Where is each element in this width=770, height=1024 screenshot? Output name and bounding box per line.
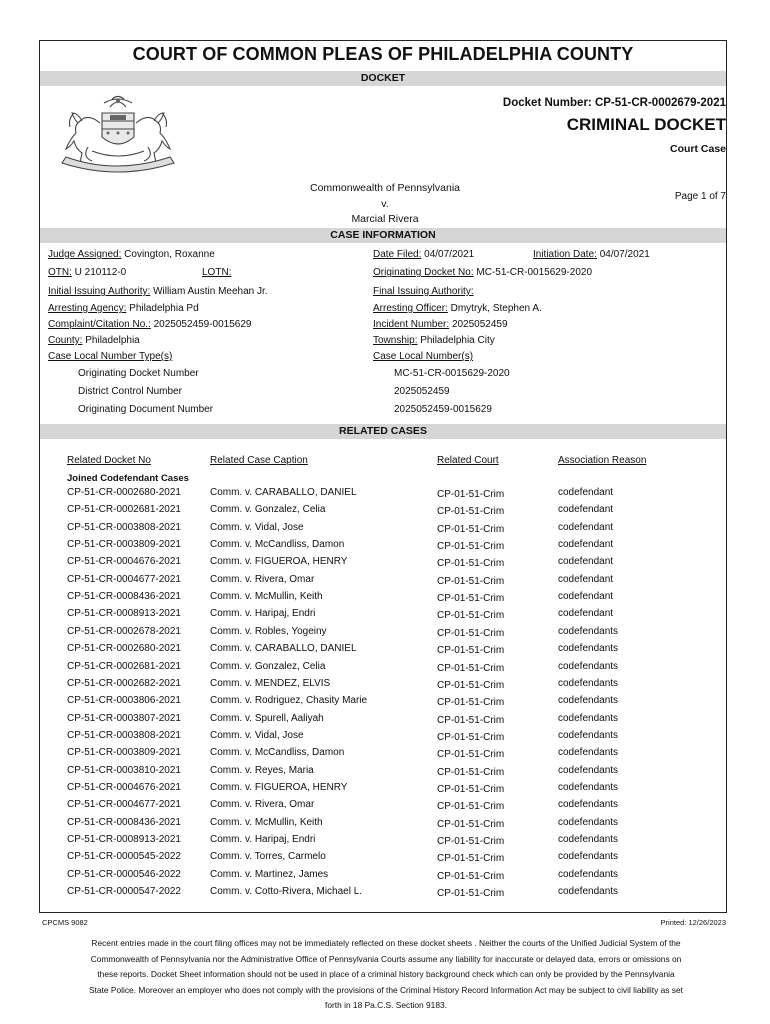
related-cases-bar: RELATED CASES	[40, 424, 726, 439]
table-row	[67, 643, 667, 660]
row-caption: Comm. v. Reyes, Maria	[210, 764, 314, 776]
row-reason: codefendants	[558, 660, 619, 672]
table-row	[67, 869, 667, 886]
table-row	[67, 678, 667, 695]
row-reason: codefendants	[558, 677, 619, 689]
row-caption: Comm. v. Gonzalez, Celia	[210, 504, 326, 516]
row-court: CP-01-51-Crim	[437, 818, 505, 830]
date-filed-value: 04/07/2021	[424, 249, 475, 260]
initial-authority-row	[48, 286, 268, 297]
table-row	[67, 591, 667, 608]
row-court: CP-01-51-Crim	[437, 645, 505, 657]
row-docket-no: CP-51-CR-0002680-2021	[67, 643, 181, 655]
docket-bar: DOCKET	[40, 71, 726, 86]
initiation-date-row	[533, 249, 650, 260]
row-caption: Comm. v. Robles, Yogeiny	[210, 625, 327, 637]
row-caption: Comm. v. MENDEZ, ELVIS	[210, 677, 331, 689]
row-docket-no: CP-51-CR-0002681-2021	[67, 660, 181, 672]
col-header-reason: Association Reason	[558, 455, 647, 466]
local-number-types-label: Case Local Number Type(s)	[48, 351, 173, 362]
local-numbers-label: Case Local Number(s)	[373, 351, 474, 362]
row-reason: codefendants	[558, 643, 619, 655]
local-number-1: MC-51-CR-0015629-2020	[394, 368, 510, 379]
row-reason: codefendants	[558, 851, 619, 863]
row-docket-no: CP-51-CR-0003808-2021	[67, 729, 181, 741]
county-row	[48, 335, 140, 346]
row-docket-no: CP-51-CR-0003809-2021	[67, 747, 181, 759]
page-indicator: Page 1 of 7	[674, 191, 726, 202]
table-row	[67, 504, 667, 521]
caption-line-1: Commonwealth of Pennsylvania	[310, 182, 460, 194]
originating-docket-row	[373, 267, 592, 278]
incident-number-row	[373, 319, 508, 330]
row-court: CP-01-51-Crim	[437, 523, 505, 535]
row-caption: Comm. v. CARABALLO, DANIEL	[210, 643, 357, 655]
row-caption: Comm. v. FIGUEROA, HENRY	[210, 781, 348, 793]
table-row	[67, 851, 667, 868]
table-row	[67, 487, 667, 504]
row-docket-no: CP-51-CR-0003806-2021	[67, 695, 181, 707]
col-header-caption: Related Case Caption	[210, 455, 308, 466]
row-caption: Comm. v. Torres, Carmelo	[210, 851, 326, 863]
table-row	[67, 713, 667, 730]
row-reason: codefendants	[558, 729, 619, 741]
row-court: CP-01-51-Crim	[437, 888, 505, 900]
table-row	[67, 608, 667, 625]
judge-label: Judge Assigned:	[48, 249, 122, 260]
local-number-2: 2025052459	[394, 386, 450, 397]
row-court: CP-01-51-Crim	[437, 731, 505, 743]
row-reason: codefendants	[558, 799, 619, 811]
row-caption: Comm. v. Haripaj, Endri	[210, 834, 316, 845]
final-authority-label: Final Issuing Authority:	[373, 286, 474, 297]
row-caption: Comm. v. Rodriguez, Chasity Marie	[210, 695, 368, 707]
caption-line-2: v.	[381, 198, 389, 210]
row-docket-no: CP-51-CR-0000545-2022	[67, 851, 181, 863]
row-caption: Comm. v. CARABALLO, DANIEL	[210, 487, 357, 498]
complaint-label: Complaint/Citation No.:	[48, 319, 151, 330]
table-row	[67, 574, 667, 591]
row-court: CP-01-51-Crim	[437, 627, 505, 639]
row-docket-no: CP-51-CR-0003807-2021	[67, 712, 181, 724]
row-docket-no: CP-51-CR-0008436-2021	[67, 816, 181, 828]
row-caption: Comm. v. McCandliss, Damon	[210, 539, 345, 551]
row-caption: Comm. v. Haripaj, Endri	[210, 608, 316, 620]
initiation-date-label: Initiation Date:	[533, 249, 597, 260]
caption-line-3: Marcial Rivera	[351, 213, 419, 225]
local-type-2: District Control Number	[78, 386, 182, 397]
row-caption: Comm. v. Cotto-Rivera, Michael L.	[210, 886, 363, 898]
row-caption: Comm. v. FIGUEROA, HENRY	[210, 556, 348, 568]
row-docket-no: CP-51-CR-0008436-2021	[67, 591, 181, 603]
arresting-officer-row	[373, 303, 542, 314]
table-row	[67, 799, 667, 816]
docket-number: Docket Number: CP-51-CR-0002679-2021	[502, 97, 726, 109]
date-filed-row	[373, 249, 474, 260]
township-label: Township:	[373, 335, 418, 346]
complaint-value: 2025052459-0015629	[153, 319, 252, 330]
row-court: CP-01-51-Crim	[437, 575, 505, 587]
row-docket-no: CP-51-CR-0004676-2021	[67, 781, 181, 793]
row-reason: codefendants	[558, 868, 619, 880]
row-reason: codefendant	[558, 608, 614, 620]
row-reason: codefendants	[558, 712, 619, 724]
arresting-officer-value: Dmytryk, Stephen A.	[450, 303, 542, 314]
township-value: Philadelphia City	[420, 335, 495, 346]
row-docket-no: CP-51-CR-0003810-2021	[67, 764, 181, 776]
row-reason: codefendant	[558, 573, 614, 585]
row-docket-no: CP-51-CR-0003809-2021	[67, 539, 181, 551]
incident-number-label: Incident Number:	[373, 319, 450, 330]
row-court: CP-01-51-Crim	[437, 801, 505, 813]
row-reason: codefendant	[558, 591, 614, 603]
row-docket-no: CP-51-CR-0004676-2021	[67, 556, 181, 568]
row-reason: codefendant	[558, 521, 614, 533]
originating-docket-value: MC-51-CR-0015629-2020	[476, 267, 593, 278]
table-row	[67, 556, 667, 573]
initial-authority-label: Initial Issuing Authority:	[48, 286, 151, 297]
row-caption: Comm. v. Vidal, Jose	[210, 729, 304, 741]
row-caption: Comm. v. Gonzalez, Celia	[210, 660, 326, 672]
table-row	[67, 782, 667, 799]
row-caption: Comm. v. Spurell, Aaliyah	[210, 712, 324, 724]
row-docket-no: CP-51-CR-0004677-2021	[67, 799, 181, 811]
form-id: CPCMS 9082	[42, 918, 88, 927]
arresting-officer-label: Arresting Officer:	[373, 303, 448, 314]
row-caption: Comm. v. Rivera, Omar	[210, 573, 315, 585]
lotn-label: LOTN:	[202, 267, 232, 278]
table-row	[67, 886, 667, 903]
row-court: CP-01-51-Crim	[437, 836, 505, 847]
table-row	[67, 730, 667, 747]
disclaimer-text: Recent entries made in the court filing offices may not be immediately reflected on these docket sheets . Neither the courts of the Unified Judicial System of the Commonwealth of Pennsylvania nor the Administrative Office of Pennsylvania Courts assume any liability for inaccurate or delayed data, errors or omissions on these reports. Docket Sheet information should not be used in place of a criminal history background check which can only be provided by the Pennsylvania State Police. Moreover an employer who does not comply with the provisions of the Criminal History Record Information Act may be subject to civil liability as set forth in 18 Pa.C.S. Section 9183.	[89, 938, 683, 1010]
arresting-agency-value: Philadelphia Pd	[129, 303, 199, 314]
row-court: CP-01-51-Crim	[437, 541, 505, 553]
originating-docket-label: Originating Docket No:	[373, 267, 474, 278]
pennsylvania-seal-image	[52, 93, 184, 173]
judge-row	[48, 249, 215, 260]
row-docket-no: CP-51-CR-0004677-2021	[67, 573, 181, 585]
col-header-court: Related Court	[437, 455, 499, 466]
row-court: CP-01-51-Crim	[437, 697, 505, 709]
date-filed-label: Date Filed:	[373, 249, 422, 260]
otn-label: OTN:	[48, 267, 72, 278]
row-reason: codefendants	[558, 834, 619, 845]
row-reason: codefendants	[558, 764, 619, 776]
row-court: CP-01-51-Crim	[437, 662, 505, 674]
table-row	[67, 626, 667, 643]
row-reason: codefendants	[558, 625, 619, 637]
local-type-3: Originating Document Number	[78, 404, 214, 415]
table-row	[67, 661, 667, 678]
local-number-3: 2025052459-0015629	[394, 404, 492, 415]
table-row	[67, 747, 667, 764]
row-caption: Comm. v. McMullin, Keith	[210, 816, 323, 828]
arresting-agency-label: Arresting Agency:	[48, 303, 127, 314]
group-label: Joined Codefendant Cases	[67, 473, 189, 484]
initial-authority-value: William Austin Meehan Jr.	[153, 286, 268, 297]
row-docket-no: CP-51-CR-0008913-2021	[67, 608, 181, 620]
row-court: CP-01-51-Crim	[437, 593, 505, 605]
township-row	[373, 335, 495, 346]
row-reason: codefendant	[558, 556, 614, 568]
printed-date: Printed: 12/26/2023	[660, 918, 726, 927]
row-caption: Comm. v. McMullin, Keith	[210, 591, 323, 603]
row-docket-no: CP-51-CR-0003808-2021	[67, 521, 181, 533]
row-docket-no: CP-51-CR-0008913-2021	[67, 834, 181, 845]
row-court: CP-01-51-Crim	[437, 714, 505, 726]
row-docket-no: CP-51-CR-0002680-2021	[67, 487, 181, 498]
row-docket-no: CP-51-CR-0000547-2022	[67, 886, 181, 898]
row-reason: codefendant	[558, 504, 614, 516]
row-reason: codefendant	[558, 487, 614, 498]
row-caption: Comm. v. Vidal, Jose	[210, 521, 304, 533]
row-court: CP-01-51-Crim	[437, 853, 505, 865]
row-court: CP-01-51-Crim	[437, 783, 505, 795]
col-header-docket: Related Docket No	[67, 455, 151, 466]
incident-number-value: 2025052459	[451, 319, 508, 330]
complaint-row	[48, 319, 252, 330]
table-row	[67, 539, 667, 556]
docket-type: CRIMINAL DOCKET	[566, 115, 726, 134]
row-court: CP-01-51-Crim	[437, 506, 505, 518]
table-row	[67, 765, 667, 782]
row-reason: codefendants	[558, 816, 619, 828]
row-caption: Comm. v. Rivera, Omar	[210, 799, 315, 811]
row-court: CP-01-51-Crim	[437, 610, 505, 622]
local-type-1: Originating Docket Number	[78, 368, 199, 379]
row-reason: codefendants	[558, 747, 619, 759]
row-court: CP-01-51-Crim	[437, 766, 505, 778]
table-row	[67, 817, 667, 834]
county-label: County:	[48, 335, 83, 346]
row-docket-no: CP-51-CR-0002682-2021	[67, 677, 181, 689]
case-information-bar: CASE INFORMATION	[40, 228, 726, 243]
row-caption: Comm. v. McCandliss, Damon	[210, 747, 345, 759]
row-court: CP-01-51-Crim	[437, 870, 505, 882]
otn-row	[48, 267, 126, 278]
row-caption: Comm. v. Martinez, James	[210, 868, 329, 880]
row-court: CP-01-51-Crim	[437, 679, 505, 691]
row-reason: codefendant	[558, 539, 614, 551]
row-docket-no: CP-51-CR-0002681-2021	[67, 504, 181, 516]
court-case-label: Court Case	[669, 143, 726, 155]
row-reason: codefendants	[558, 781, 619, 793]
county-value: Philadelphia	[85, 335, 140, 346]
row-reason: codefendants	[558, 886, 619, 898]
table-row	[67, 695, 667, 712]
initiation-date-value: 04/07/2021	[599, 249, 650, 260]
row-reason: codefendants	[558, 695, 619, 707]
court-title: COURT OF COMMON PLEAS OF PHILADELPHIA COUNTY	[132, 44, 634, 64]
row-court: CP-01-51-Crim	[437, 558, 505, 570]
table-row	[67, 834, 667, 851]
otn-value: U 210112-0	[74, 267, 127, 278]
row-court: CP-01-51-Crim	[437, 489, 505, 500]
table-row	[67, 522, 667, 539]
row-docket-no: CP-51-CR-0002678-2021	[67, 625, 181, 637]
judge-value: Covington, Roxanne	[124, 249, 215, 260]
row-court: CP-01-51-Crim	[437, 749, 505, 761]
row-docket-no: CP-51-CR-0000546-2022	[67, 868, 181, 880]
arresting-agency-row	[48, 303, 199, 314]
